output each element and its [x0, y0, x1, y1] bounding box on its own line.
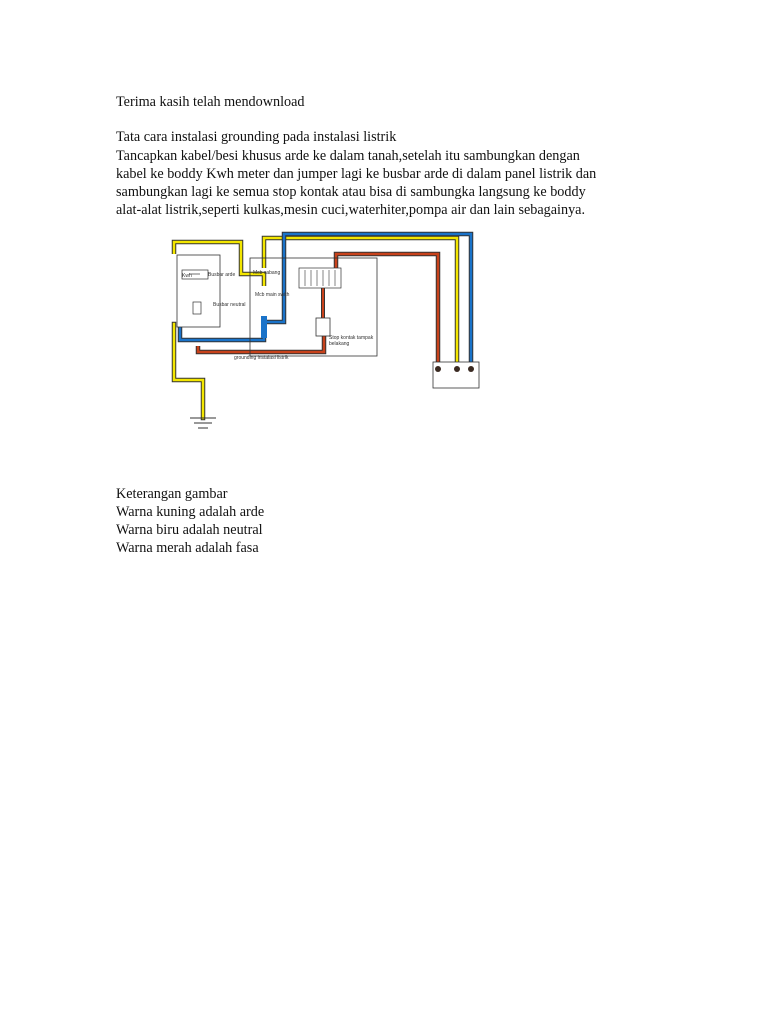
grounding-wiring-diagram [160, 228, 490, 438]
busbar-neutral-block [261, 316, 267, 338]
legend-title: Keterangan gambar [116, 486, 228, 502]
document-heading: Tata cara instalasi grounding pada instalasi listrik [116, 129, 397, 145]
kwh-breaker [193, 302, 201, 314]
paragraph-line: Tancapkan kabel/besi khusus arde ke dalam tanah,setelah itu sambungkan dengan [116, 148, 580, 164]
kwh-meter-box [177, 255, 220, 327]
mcb-cabang-row [299, 268, 341, 288]
label-belakang: belakang [329, 341, 350, 347]
outlet-terminal-arde [454, 366, 460, 372]
stop-kontak-box [316, 318, 330, 336]
legend-item-neutral: Warna biru adalah neutral [116, 522, 263, 538]
arde-wire-outlet [264, 238, 457, 368]
label-grounding: grounding instalasi listrik [234, 355, 289, 361]
label-busbar-neutral: Busbar neutral [213, 302, 246, 308]
intro-text: Terima kasih telah mendownload [116, 94, 305, 110]
outlet-box [433, 362, 479, 388]
fasa-wire-outlet [336, 254, 438, 368]
outlet-terminal-neutral [468, 366, 474, 372]
label-busbar-arde: Busbar arde [208, 272, 236, 278]
paragraph-line: sambungkan lagi ke semua stop kontak atau bisa di sambungka langsung ke boddy [116, 184, 586, 200]
label-mcb-cabang: Mcb cabang [253, 270, 281, 276]
paragraph-line: alat-alat listrik,seperti kulkas,mesin cuci,waterhiter,pompa air dan lain sebagainya. [116, 202, 586, 218]
legend-item-fasa: Warna merah adalah fasa [116, 540, 259, 556]
label-stop-kontak: Stop kontak tampak [329, 335, 374, 341]
label-kwh: Kwh [182, 273, 192, 279]
paragraph-line: kabel ke boddy Kwh meter dan jumper lagi ke busbar arde di dalam panel listrik dan [116, 166, 597, 182]
label-mcb-main: Mcb main swith [255, 292, 290, 298]
legend-item-arde: Warna kuning adalah arde [116, 504, 265, 520]
outlet-terminal-fasa [435, 366, 441, 372]
